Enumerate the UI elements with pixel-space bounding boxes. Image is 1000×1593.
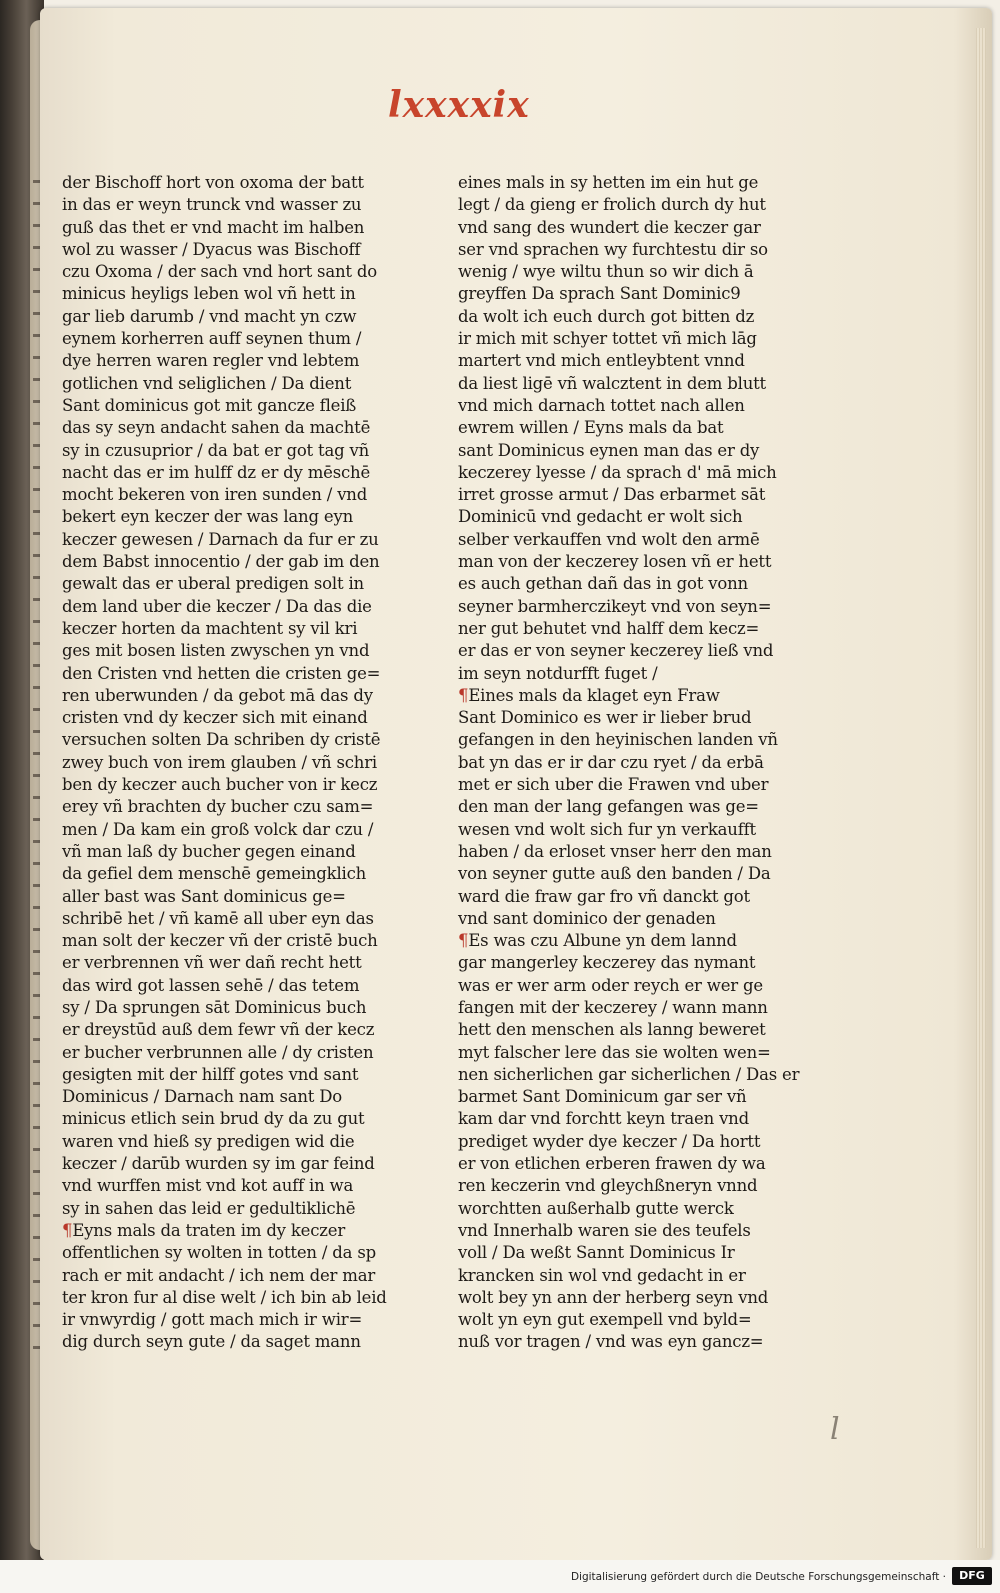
text-line: ren keczerin vnd gleychßneryn vnnd	[458, 1176, 758, 1196]
text-line: myt falscher lere das sie wolten wen=	[458, 1042, 771, 1062]
left-text-column	[62, 172, 402, 1354]
text-line: den Cristen vnd hetten die cristen ge=	[62, 663, 381, 683]
text-line: hett den menschen als lanng beweret	[458, 1020, 766, 1040]
text-line: im seyn notdurfft fuget /	[458, 663, 658, 683]
text-line: seyner barmherczikeyt vnd von seyn=	[458, 596, 772, 616]
text-line: was er wer arm oder reych er wer ge	[458, 975, 763, 995]
text-line: barmet Sant Dominicum gar ser vñ	[458, 1087, 747, 1107]
text-line: sy / Da sprungen sāt Dominicus buch	[62, 997, 367, 1017]
text-line: eines mals in sy hetten im ein hut ge	[458, 173, 759, 192]
folio-number: lxxxxix	[388, 84, 530, 126]
text-line: den man der lang gefangen was ge=	[458, 797, 759, 817]
text-line: ben dy keczer auch bucher von ir kecz	[62, 775, 378, 795]
text-line: ren uberwunden / da gebot mā das dy	[62, 685, 373, 705]
text-line: ir vnwyrdig / gott mach mich ir wir=	[62, 1310, 363, 1330]
dfg-logo: DFG	[952, 1567, 992, 1585]
text-line: er das er von seyner keczerey ließ vnd	[458, 641, 774, 661]
text-line: Dominicū vnd gedacht er wolt sich	[458, 507, 743, 527]
text-line: schribē het / vñ kamē all uber eyn das	[62, 908, 374, 928]
text-line: vnd Innerhalb waren sie des teufels	[458, 1220, 751, 1240]
text-line: da gefiel dem menschē gemeingklich	[62, 864, 367, 884]
text-line: dem Babst innocentio / der gab im den	[62, 552, 380, 572]
text-line: czu Oxoma / der sach vnd hort sant do	[62, 262, 377, 282]
text-line: vñ man laß dy bucher gegen einand	[62, 841, 356, 861]
text-line: dem land uber die keczer / Da das die	[62, 596, 372, 616]
text-line: man von der keczerey losen vñ er hett	[458, 552, 772, 572]
text-line: wenig / wye wiltu thun so wir dich ā	[458, 262, 754, 282]
text-line: worchtten außerhalb gutte werck	[458, 1198, 734, 1218]
funding-credit: Digitalisierung gefördert durch die Deutsche Forschungsgemeinschaft ·	[570, 1571, 946, 1583]
text-line: gotlichen vnd seliglichen / Da dient	[62, 373, 352, 393]
text-line: vnd mich darnach tottet nach allen	[458, 395, 745, 415]
text-line: men / Da kam ein groß volck dar czu /	[62, 819, 374, 839]
text-line: nacht das er im hulff dz er dy mēschē	[62, 462, 371, 482]
text-line: von seyner gutte auß den banden / Da	[458, 864, 771, 884]
margin-annotation: l	[830, 1412, 840, 1447]
text-line: das sy seyn andacht sahen da machtē	[62, 418, 371, 438]
text-line: haben / da erloset vnser herr den man	[458, 841, 772, 861]
text-line: gar lieb darumb / vnd macht yn czw	[62, 306, 357, 326]
text-line: Sant dominicus got mit gancze fleiß	[62, 395, 357, 415]
text-line: minicus heyligs leben wol vñ hett in	[62, 284, 356, 304]
text-line: gesigten mit der hilff gotes vnd sant	[62, 1064, 359, 1084]
text-line: cristen vnd dy keczer sich mit einand	[62, 708, 368, 728]
text-line: guß das thet er vnd macht im halben	[62, 217, 365, 237]
text-line: gewalt das er uberal predigen solt in	[62, 574, 364, 594]
text-line: keczer gewesen / Darnach da fur er zu	[62, 529, 379, 549]
text-line: fangen mit der keczerey / wann mann	[458, 997, 768, 1017]
text-line: ser vnd sprachen wy furchtestu dir so	[458, 239, 768, 259]
text-line: man solt der keczer vñ der cristē buch	[62, 931, 378, 951]
text-line: prediget wyder dye keczer / Da hortt	[458, 1131, 761, 1151]
text-line: erey vñ brachten dy bucher czu sam=	[62, 797, 374, 817]
text-line: ges mit bosen listen zwyschen yn vnd	[62, 641, 370, 661]
text-line: ward die fraw gar fro vñ danckt got	[458, 886, 750, 906]
text-line: er verbrennen vñ wer dañ recht hett	[62, 953, 362, 973]
text-line: versuchen solten Da schriben dy cristē	[62, 730, 381, 750]
text-line: selber verkauffen vnd wolt den armē	[458, 529, 760, 549]
text-line: gar mangerley keczerey das nymant	[458, 953, 756, 973]
text-line: Dominicus / Darnach nam sant Do	[62, 1087, 343, 1107]
text-line: met er sich uber die Frawen vnd uber	[458, 775, 769, 795]
text-line: nen sicherlichen gar sicherlichen / Das er	[458, 1064, 800, 1084]
text-line: eynem korherren auff seynen thum /	[62, 329, 362, 349]
text-line: martert vnd mich entleybtent vnnd	[458, 351, 745, 371]
text-line: ¶Es was czu Albune yn dem lannd	[458, 931, 737, 951]
text-line: waren vnd hieß sy predigen wid die	[62, 1131, 355, 1151]
text-line: dig durch seyn gute / da saget mann	[62, 1332, 361, 1352]
text-line: nuß vor tragen / vnd was eyn gancz=	[458, 1332, 764, 1352]
text-line: ¶Eines mals da klaget eyn Fraw	[458, 685, 720, 705]
text-line: vnd sang des wundert die keczer gar	[458, 217, 761, 237]
text-line: keczer / darūb wurden sy im gar feind	[62, 1154, 375, 1174]
text-line: aller bast was Sant dominicus ge=	[62, 886, 346, 906]
text-line: er dreystūd auß dem fewr vñ der kecz	[62, 1020, 375, 1040]
text-line: da wolt ich euch durch got bitten dz	[458, 306, 755, 326]
text-line: bat yn das er ir dar czu ryet / da erbā	[458, 752, 764, 772]
text-line: voll / Da weßt Sannt Dominicus Ir	[458, 1243, 735, 1263]
text-line: ¶Eyns mals da traten im dy keczer	[62, 1220, 346, 1240]
text-line: wol zu wasser / Dyacus was Bischoff	[62, 239, 361, 259]
text-line: er von etlichen erberen frawen dy wa	[458, 1154, 766, 1174]
text-line: er bucher verbrunnen alle / dy cristen	[62, 1042, 374, 1062]
text-line: wolt bey yn ann der herberg seyn vnd	[458, 1287, 769, 1307]
text-line: sy in sahen das leid er gedultiklichē	[62, 1198, 356, 1218]
text-line: ter kron fur al dise welt / ich bin ab leid	[62, 1287, 387, 1307]
text-line: sy in czusuprior / da bat er got tag vñ	[62, 440, 370, 460]
text-line: mocht bekeren von iren sunden / vnd	[62, 485, 368, 505]
text-line: das wird got lassen sehē / das tetem	[62, 975, 360, 995]
page-fore-edge	[976, 28, 986, 1548]
text-line: ir mich mit schyer tottet vñ mich lāg	[458, 329, 757, 349]
text-line: gefangen in den heyinischen landen vñ	[458, 730, 778, 750]
text-line: da liest ligē vñ walcztent in dem blutt	[458, 373, 766, 393]
text-line: bekert eyn keczer der was lang eyn	[62, 507, 353, 527]
text-line: legt / da gieng er frolich durch dy hut	[458, 195, 766, 215]
text-line: sant Dominicus eynen man das er dy	[458, 440, 760, 460]
text-line: krancken sin wol vnd gedacht in er	[458, 1265, 746, 1285]
text-line: wesen vnd wolt sich fur yn verkaufft	[458, 819, 756, 839]
text-line: zwey buch von irem glauben / vñ schri	[62, 752, 377, 772]
text-line: minicus etlich sein brud dy da zu gut	[62, 1109, 365, 1129]
text-line: ner gut behutet vnd halff dem kecz=	[458, 618, 760, 638]
text-line: in das er weyn trunck vnd wasser zu	[62, 195, 362, 215]
text-line: kam dar vnd forchtt keyn traen vnd	[458, 1109, 749, 1129]
text-line: keczerey lyesse / da sprach d' mā mich	[458, 462, 777, 482]
text-line: vnd sant dominico der genaden	[458, 908, 716, 928]
text-line: es auch gethan dañ das in got vonn	[458, 574, 748, 594]
text-line: rach er mit andacht / ich nem der mar	[62, 1265, 376, 1285]
text-line: greyffen Da sprach Sant Dominic9	[458, 284, 741, 304]
text-line: vnd wurffen mist vnd kot auff in wa	[62, 1176, 354, 1196]
right-text-column	[458, 172, 798, 1354]
text-line: dye herren waren regler vnd lebtem	[62, 351, 360, 371]
text-line: ewrem willen / Eyns mals da bat	[458, 418, 724, 438]
text-line: Sant Dominico es wer ir lieber brud	[458, 708, 752, 728]
text-line: wolt yn eyn gut exempell vnd byld=	[458, 1310, 752, 1330]
text-line: offentlichen sy wolten in totten / da sp	[62, 1243, 376, 1263]
text-line: der Bischoff hort von oxoma der batt	[62, 173, 364, 192]
text-line: keczer horten da machtent sy vil kri	[62, 618, 358, 638]
text-line: irret grosse armut / Das erbarmet sāt	[458, 485, 766, 505]
